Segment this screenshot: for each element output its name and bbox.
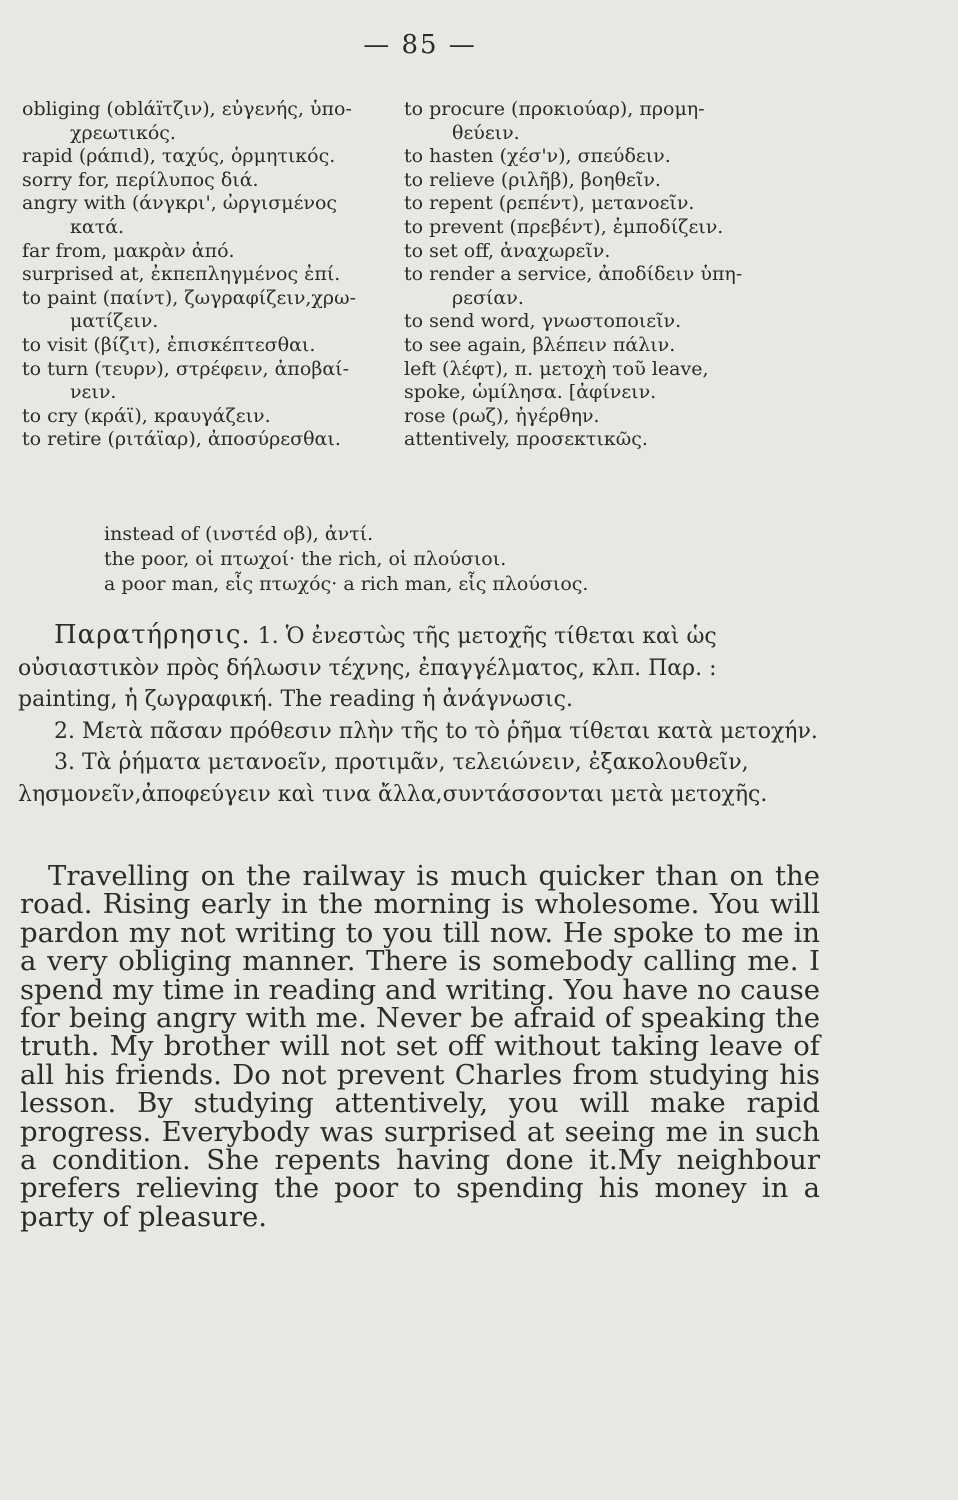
vocab-entry: νειν.: [70, 381, 117, 404]
vocab-entry: to hasten (χέσ'ν), σπεύδειν.: [404, 145, 671, 168]
vocab-entry: to render a service, ἀποδίδειν ὑπη-: [404, 263, 743, 286]
vocab-entry: sorry for, περίλυπος διά.: [22, 168, 259, 191]
vocab-entry: angry with (άνγκρι', ὠργισμένος: [22, 192, 338, 215]
vocabulary-right-column: [404, 98, 812, 452]
vocab-entry: to repent (ρεπέντ), μετανοεῖν.: [404, 192, 695, 215]
vocab-entry: the poor, οἱ πτωχοί· the rich, οἱ πλούσιοι.: [104, 548, 507, 570]
vocab-entry: χρεωτικός.: [70, 121, 176, 144]
vocab-entry: κατά.: [70, 215, 125, 238]
vocab-entry: to relieve (ριλῆβ), βοηθεῖν.: [404, 168, 661, 191]
vocab-entry: to cry (κράϊ), κραυγάζειν.: [22, 404, 271, 427]
vocab-entry: rose (ρωζ), ἠγέρθην.: [404, 404, 600, 427]
vocab-entry: ματίζειν.: [70, 310, 159, 333]
vocab-entry: left (λέφτ), π. μετοχὴ τοῦ leave,: [404, 357, 709, 380]
vocab-entry: θεύειν.: [452, 121, 520, 144]
vocab-entry: to prevent (πρεβέντ), ἐμποδίζειν.: [404, 215, 724, 238]
exercise-paragraph: Travelling on the railway is much quicker than on the road. Rising early in the morning is wholesome. You will pardon my not writing to you till now. He spoke to me in a very obliging manner. There is somebody calling me. I spend my time in reading and writing. You have no cause for being angry with me. Never be afraid of speaking the truth. My brother will not set off without taking leave of all his friends. Do not prevent Charles from studying his lesson. By studying attentively, you will make rapid progress. Everybody was surprised at seeing me in such a condition. She repents having done it.My neighbour prefers relieving the poor to spending his money in a party of pleasure.: [20, 860, 820, 1233]
vocab-entry: to visit (βίζιτ), ἐπισκέπτεσθαι.: [22, 333, 316, 356]
vocab-entry: instead of (ινστέd οβ), ἀντί.: [104, 523, 374, 545]
note-paragraph-1: [18, 620, 818, 716]
note-text: 1. Ὁ ἐνεστὼς τῆς μετοχῆς τίθεται καὶ ὡς οὐσιαστικὸν πρὸς δήλωσιν τέχνης, ἐπαγγέλματος, κλπ. Παρ. : painting, ἡ ζωγραφική. The reading ἡ ἀνάγνωσις.: [18, 624, 717, 712]
vocabulary-list: [22, 98, 812, 452]
note-paragraph-2: 2. Μετὰ πᾶσαν πρόθεσιν πλὴν τῆς to τὸ ῥῆμα τίθεται κατὰ μετοχήν.: [54, 718, 818, 744]
note-heading: Παρατήρησις.: [54, 620, 251, 650]
vocab-entry: far from, μακρὰν ἀπό.: [22, 239, 235, 262]
extra-vocabulary: [104, 522, 804, 597]
vocabulary-left-column: [22, 98, 398, 452]
vocab-entry: to procure (προκιούαρ), προμη-: [404, 98, 705, 120]
vocab-entry: ρεσίαν.: [452, 286, 524, 309]
page-number: — 85 —: [363, 30, 477, 60]
vocab-entry: attentively, προσεκτικῶς.: [404, 428, 648, 451]
note-paragraph-3: 3. Τὰ ῥήματα μετανοεῖν, προτιμᾶν, τελειώνειν, ἐξακολουθεῖν, λησμονεῖν,ἀποφεύγειν καὶ τινα ἄλλα,συντάσσονται μετὰ μετοχῆς.: [18, 750, 768, 807]
vocab-entry: to send word, γνωστοποιεῖν.: [404, 310, 682, 333]
grammar-notes: [18, 620, 818, 810]
vocab-entry: to retire (ριτάϊαρ), ἀποσύρεσθαι.: [22, 428, 341, 451]
vocab-entry: to set off, ἀναχωρεῖν.: [404, 239, 611, 262]
vocab-entry: a poor man, εἷς πτωχός· a rich man, εἷς πλούσιος.: [104, 573, 589, 595]
vocab-entry: surprised at, ἐκπεπληγμένος ἐπί.: [22, 263, 341, 286]
vocab-entry: to see again, βλέπειν πάλιν.: [404, 333, 676, 356]
vocab-entry: rapid (ράπιd), ταχύς, ὁρμητικός.: [22, 145, 336, 168]
vocab-entry: to turn (τευρν), στρέφειν, ἀποβαί-: [22, 357, 350, 380]
vocab-entry: obliging (oblάïτζιν), εὐγενής, ὑπο-: [22, 98, 352, 120]
vocab-entry: spoke, ὡμίλησα. [ἀφίνειν.: [404, 381, 657, 404]
vocab-entry: to paint (παίντ), ζωγραφίζειν,χρω-: [22, 286, 357, 309]
exercise-text: [20, 862, 820, 1231]
